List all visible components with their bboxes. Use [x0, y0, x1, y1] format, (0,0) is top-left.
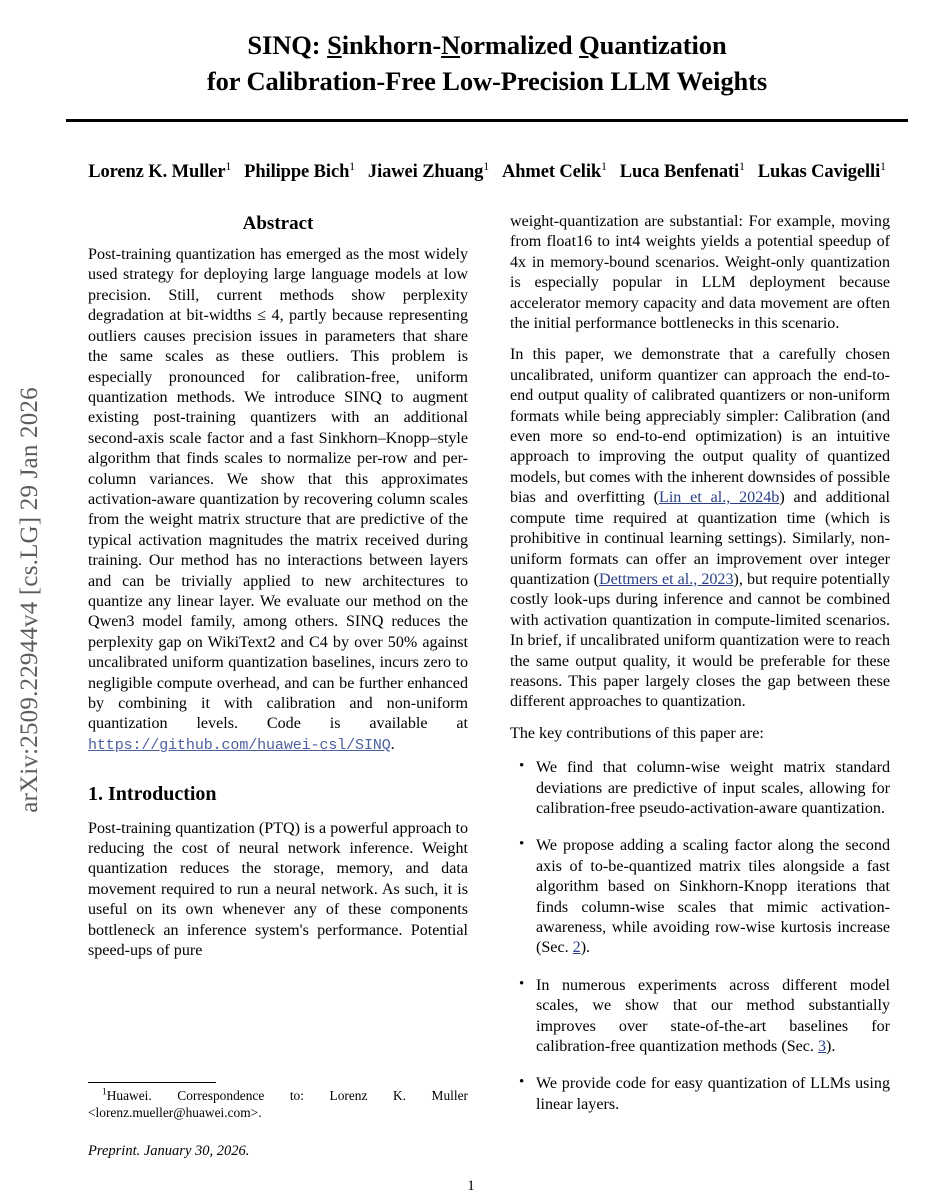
footnote-text: $^1$Huawei. Correspondence to: Lorenz K. Muller <lorenz.mueller@huawei.com>. — [88, 1087, 468, 1120]
abstract-body — [88, 245, 468, 755]
affiliation-mark: 1 — [349, 160, 355, 173]
arxiv-stamp-text: arXiv:2509.22944v4 [cs.LG] 29 Jan 2026 — [16, 387, 43, 813]
footnote-mark: 1 — [102, 1087, 107, 1098]
right-paragraph-2: In this paper, we demonstrate that a carefully chosen uncalibrated, uniform quantizer can approach the end-to-end output quality of calibrated quantizers or non-uniform formats while being appreciably simpler: Calibration (and even more so end-to-end optimization) is an intuitive approach to improving the output quality of quantized models, but comes with the inherent downsides of possible bias and overfitting (Lin et al., 2024b) and additional compute time required at quantization time (which is prohibitive in continual learning settings). Similarly, non-uniform formats can offer an improvement over integer quantization (Dettmers et al., 2023), but require potentially costly look-ups during inference and cannot be combined with activation quantization in compute-limited scenarios. In brief, if uncalibrated uniform quantization were to reach the same output quality, it would be preferable for these reasons. This paper largely closes the gap between these different approaches to quantization. — [510, 346, 890, 711]
author-list — [66, 162, 908, 183]
citation-dettmers-2023[interactable]: Dettmers et al., 2023 — [598, 570, 734, 588]
title-underline-q: Q — [579, 30, 600, 60]
list-item: • We find that column-wise weight matrix standard deviations are predictive of input scales, allowing for calibration-free pseudo-activation-aware quantization. — [532, 758, 890, 819]
abstract-heading: Abstract — [242, 213, 314, 234]
paper-header — [66, 0, 908, 183]
section-ref-2[interactable]: 2 — [572, 939, 581, 957]
title-line-2: for Calibration-Free Low-Precision LLM Weights — [206, 65, 768, 96]
author-entry: Lukas Cavigelli$^1$ — [757, 160, 886, 182]
list-item: • In numerous experiments across different model scales, we show that our method substantially improves over state-of-the-art baselines for calibration-free quantization methods (Sec. 3). — [532, 976, 890, 1058]
author-entry: Ahmet Celik$^1$ — [501, 160, 607, 182]
contributions-list — [510, 758, 890, 1115]
abstract-text-tail: . — [390, 735, 395, 753]
right-column — [510, 212, 890, 1132]
title-block — [66, 0, 908, 183]
body-columns — [66, 212, 908, 1172]
list-item: • We propose adding a scaling factor along the second axis of to-be-quantized matrix tiles alongside a fast algorithm based on Sinkhorn-Knopp iterations that finds column-wise scales that mimic activation-awareness, while avoiding row-wise kurtosis increase (Sec. 2). — [532, 836, 890, 958]
affiliation-mark: 1 — [483, 160, 489, 173]
header-rule — [66, 119, 908, 122]
section-ref-3[interactable]: 3 — [817, 1038, 827, 1056]
list-item: • We provide code for easy quantization of LLMs using linear layers. — [532, 1074, 890, 1115]
footnote-rule — [88, 1082, 216, 1083]
contributions-lead-in: The key contributions of this paper are: — [510, 724, 764, 742]
author-entry: Lorenz K. Muller$^1$ — [88, 160, 232, 182]
right-paragraph-1: weight-quantization are substantial: For example, moving from float16 to int4 weights yields a potential speedup of 4x in memory-bound scenarios. Weight-only quantization is especially popular in LLM deployment because accelerator memory capacity and data movement are often the initial performance bottlenecks in this scenario. — [510, 213, 890, 333]
intro-paragraph-1: Post-training quantization (PTQ) is a powerful approach to reducing the cost of neural network inference. Weight quantization reduces the storage, memory, and data movement required to run a neural network. As such, it is useful on its own whenever any of these components bottleneck an inference system's performance. Potential speed-ups of pure — [88, 819, 468, 960]
page-number: 1 — [467, 1178, 475, 1194]
affiliation-mark: 1 — [880, 160, 886, 173]
author-entry: Luca Benfenati$^1$ — [619, 160, 745, 182]
author-entry: Philippe Bich$^1$ — [244, 160, 355, 182]
arxiv-stamp — [0, 0, 60, 1200]
section-heading-introduction: 1. Introduction — [88, 783, 217, 806]
github-link[interactable]: https://github.com/huawei-csl/SINQ — [88, 736, 391, 754]
affiliation-mark: 1 — [739, 160, 745, 173]
author-entry: Jiawei Zhuang$^1$ — [367, 160, 489, 182]
preprint-line: Preprint. January 30, 2026. — [88, 1143, 250, 1160]
page-title — [66, 28, 908, 99]
left-column — [88, 212, 468, 972]
affiliation-mark: 1 — [225, 160, 232, 173]
citation-lin-2024b[interactable]: Lin et al., 2024b — [658, 489, 780, 507]
affiliation-mark: 1 — [601, 160, 607, 173]
abstract-text: Post-training quantization has emerged as the most widely used strategy for deploying large language models at low precision. Still, current methods show perplexity degradation at bit-widths ≤ 4, partly because representing outliers causes precision issues in parameters that share the same scales as these outliers. This problem is especially pronounced for calibration-free, uniform quantization methods. We introduce SINQ to augment existing post-training quantizers with an additional second-axis scale factor and a fast Sinkhorn–Knopp–style algorithm that finds scales to normalize per-row and per-column variances. We show that this approximates activation-aware quantization by recovering column scales from the weight matrix structure that are predictive of the typical activation magnitudes the matrix received during training. Our method has no interactions between layers and can be trivially applied to new architectures to quantize any linear layer. We evaluate our method on the Qwen3 model family, among others. SINQ reduces the perplexity gap on WikiText2 and C4 by over 50% against uncalibrated uniform quantization baselines, incurs zero to negligible compute overhead, and can be further enhanced by combining it with calibration and non-uniform quantization levels. Code is available at — [88, 246, 468, 733]
preprint-label: Preprint — [88, 1143, 137, 1160]
title-line-1: SINQ: Sinkhorn-Normalized Quantization — [247, 30, 727, 60]
title-underline-s: S — [327, 30, 342, 60]
footnote-block — [88, 1082, 468, 1175]
title-underline-n: N — [441, 30, 461, 60]
